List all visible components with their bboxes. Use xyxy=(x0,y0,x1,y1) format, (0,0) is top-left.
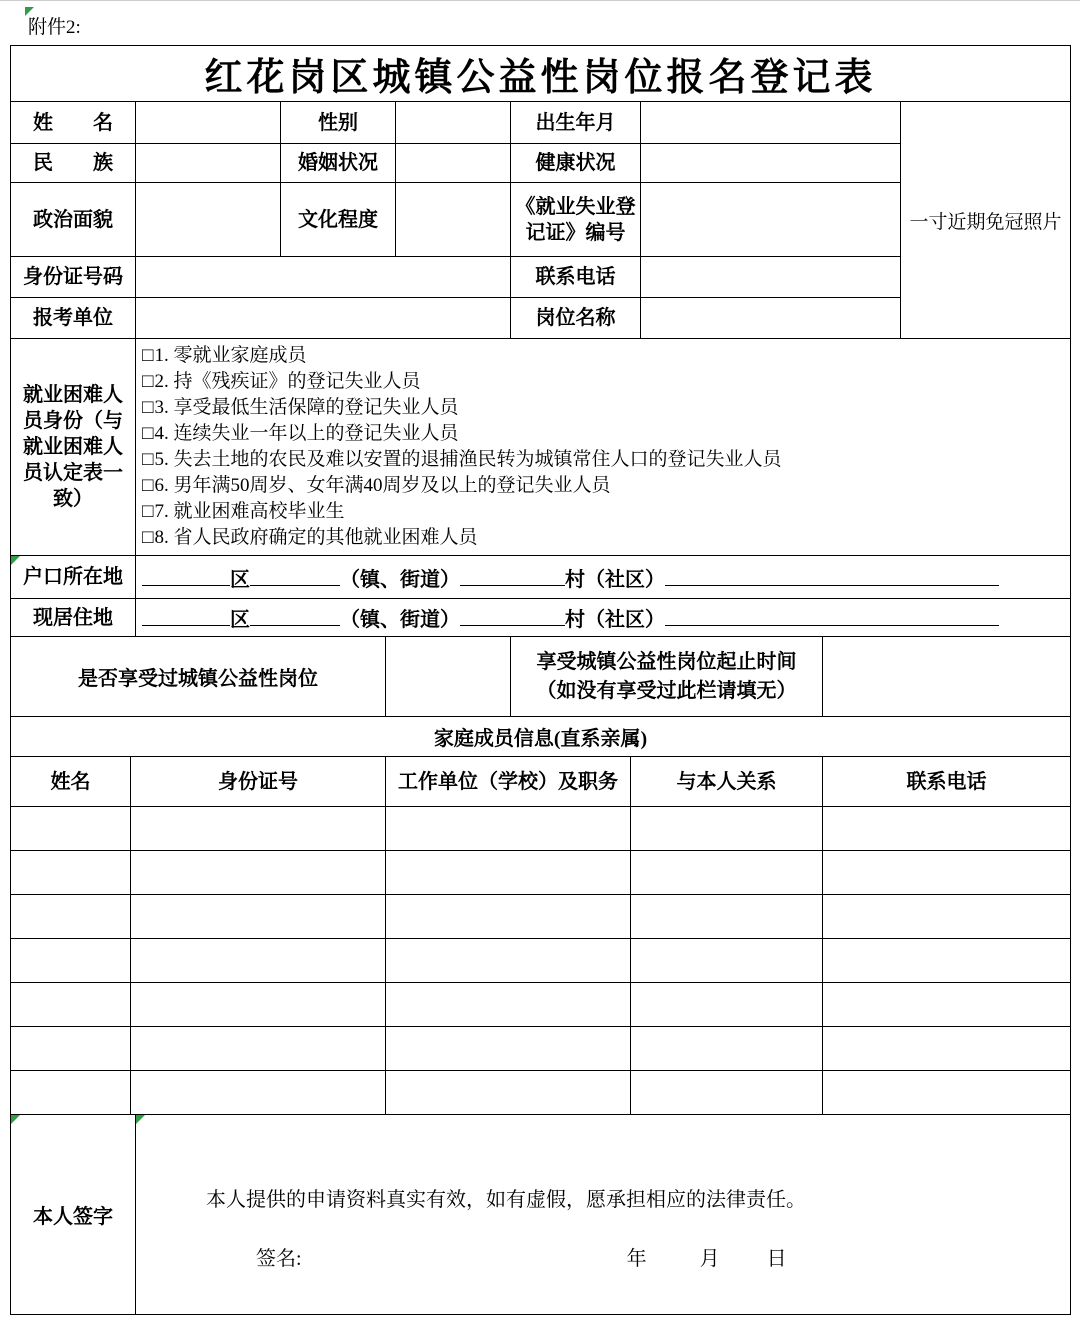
political-status-label: 政治面貌 xyxy=(11,183,136,257)
health-status-label: 健康状况 xyxy=(511,144,641,183)
family-name-cell[interactable] xyxy=(11,807,131,851)
family-relation-cell[interactable] xyxy=(631,807,823,851)
gender-value-cell[interactable] xyxy=(396,102,511,144)
benefit-table xyxy=(10,636,1071,717)
sign-name-label: 签名: xyxy=(256,1248,302,1270)
family-id-cell[interactable] xyxy=(131,1027,386,1071)
family-phone-cell[interactable] xyxy=(823,983,1071,1027)
residence-address-cell xyxy=(136,599,1071,637)
family-section-title: 家庭成员信息(直系亲属) xyxy=(11,717,1071,757)
town-suffix: （镇、街道） xyxy=(340,609,460,631)
family-id-cell[interactable] xyxy=(131,983,386,1027)
family-header-workunit: 工作单位（学校）及职务 xyxy=(386,757,631,807)
family-name-cell[interactable] xyxy=(11,1027,131,1071)
family-phone-cell[interactable] xyxy=(823,851,1071,895)
hukou-label xyxy=(11,556,136,599)
employment-cert-no-value-cell[interactable] xyxy=(641,183,901,257)
hukou-district-blank[interactable] xyxy=(142,566,230,586)
month-label: 月 xyxy=(699,1248,720,1270)
checkbox-icon[interactable]: □ xyxy=(142,345,154,366)
health-status-value-cell[interactable] xyxy=(641,144,901,183)
excel-note-marker xyxy=(136,1115,145,1124)
address-table xyxy=(10,555,1071,637)
family-relation-cell[interactable] xyxy=(631,1071,823,1115)
hukou-town-blank[interactable] xyxy=(250,566,340,586)
family-member-row xyxy=(11,983,1071,1027)
family-name-cell[interactable] xyxy=(11,1071,131,1115)
family-id-cell[interactable] xyxy=(131,851,386,895)
checkbox-icon[interactable]: □ xyxy=(142,397,154,418)
town-suffix: （镇、街道） xyxy=(340,568,460,591)
difficulty-option-label: 8. 省人民政府确定的其他就业困难人员 xyxy=(154,527,478,548)
birth-value-cell[interactable] xyxy=(641,102,901,144)
name-label: 姓 名 xyxy=(11,102,136,144)
position-name-value-cell[interactable] xyxy=(641,298,901,339)
district-suffix: 区 xyxy=(230,609,250,631)
difficulty-option-row xyxy=(142,343,1064,369)
family-member-row xyxy=(11,851,1071,895)
family-id-cell[interactable] xyxy=(131,895,386,939)
phone-label: 联系电话 xyxy=(511,257,641,298)
family-phone-cell[interactable] xyxy=(823,939,1071,983)
checkbox-icon[interactable]: □ xyxy=(142,449,154,470)
family-name-cell[interactable] xyxy=(11,895,131,939)
benefit-period-label xyxy=(511,637,823,717)
family-member-row xyxy=(11,1027,1071,1071)
residence-detail-blank[interactable] xyxy=(665,606,999,626)
signature-table xyxy=(10,1114,1071,1315)
checkbox-icon[interactable]: □ xyxy=(142,527,154,548)
family-phone-cell[interactable] xyxy=(823,1027,1071,1071)
residence-town-blank[interactable] xyxy=(250,606,340,626)
apply-unit-label: 报考单位 xyxy=(11,298,136,339)
family-member-row xyxy=(11,895,1071,939)
ethnicity-label: 民 族 xyxy=(11,144,136,183)
hukou-label-text: 户口所在地 xyxy=(23,566,123,588)
difficulty-option-label: 1. 零就业家庭成员 xyxy=(154,345,307,366)
family-phone-cell[interactable] xyxy=(823,895,1071,939)
difficulty-option-label: 3. 享受最低生活保障的登记失业人员 xyxy=(154,397,459,418)
family-workunit-cell[interactable] xyxy=(386,851,631,895)
family-name-cell[interactable] xyxy=(11,939,131,983)
benefit-period-line1: 享受城镇公益性岗位起止时间 xyxy=(536,650,797,673)
family-header-name: 姓名 xyxy=(11,757,131,807)
photo-placeholder-cell[interactable] xyxy=(901,102,1071,339)
difficulty-option-label: 2. 持《残疾证》的登记失业人员 xyxy=(154,371,421,392)
difficulty-identity-table xyxy=(10,338,1071,556)
family-relation-cell[interactable] xyxy=(631,939,823,983)
difficulty-option-label: 4. 连续失业一年以上的登记失业人员 xyxy=(154,423,459,444)
family-workunit-cell[interactable] xyxy=(386,1071,631,1115)
family-members-table xyxy=(10,756,1071,1115)
family-member-row xyxy=(11,939,1071,983)
benefit-period-value-cell[interactable] xyxy=(823,637,1071,717)
employment-cert-no-label: 《就业失业登记证》编号 xyxy=(511,183,641,257)
family-header-phone: 联系电话 xyxy=(823,757,1071,807)
year-label: 年 xyxy=(626,1248,647,1270)
residence-village-blank[interactable] xyxy=(460,606,565,626)
family-workunit-cell[interactable] xyxy=(386,1027,631,1071)
difficulty-option-row xyxy=(142,525,1064,551)
difficulty-option-row xyxy=(142,473,1064,499)
education-level-value-cell[interactable] xyxy=(396,183,511,257)
hukou-address-cell xyxy=(136,556,1071,599)
checkbox-icon[interactable]: □ xyxy=(142,371,154,392)
personal-info-table xyxy=(10,101,1071,339)
difficulty-option-row xyxy=(142,499,1064,525)
residence-district-blank[interactable] xyxy=(142,606,230,626)
gender-label: 性别 xyxy=(281,102,396,144)
family-name-cell[interactable] xyxy=(11,983,131,1027)
family-id-cell[interactable] xyxy=(131,1071,386,1115)
signature-label: 本人签字 xyxy=(33,1206,113,1228)
family-workunit-cell[interactable] xyxy=(386,895,631,939)
difficulty-option-label: 5. 失去土地的农民及难以安置的退捕渔民转为城镇常住人口的登记失业人员 xyxy=(154,449,782,470)
form-title: 红花岗区城镇公益性岗位报名登记表 xyxy=(11,46,1071,102)
family-header-relation: 与本人关系 xyxy=(631,757,823,807)
family-workunit-cell[interactable] xyxy=(386,983,631,1027)
family-member-row xyxy=(11,807,1071,851)
family-relation-cell[interactable] xyxy=(631,851,823,895)
checkbox-icon[interactable]: □ xyxy=(142,501,154,522)
difficulty-option-row xyxy=(142,447,1064,473)
attachment-row xyxy=(10,5,1070,45)
signature-content-cell[interactable] xyxy=(136,1115,1071,1315)
family-phone-cell[interactable] xyxy=(823,1071,1071,1115)
family-name-cell[interactable] xyxy=(11,851,131,895)
family-id-cell[interactable] xyxy=(131,939,386,983)
excel-note-marker xyxy=(25,7,34,16)
title-table xyxy=(10,45,1071,102)
position-name-label: 岗位名称 xyxy=(511,298,641,339)
district-suffix: 区 xyxy=(230,568,250,591)
family-header-id: 身份证号 xyxy=(131,757,386,807)
id-number-label: 身份证号码 xyxy=(11,257,136,298)
excel-note-marker xyxy=(11,1115,20,1124)
hukou-village-blank[interactable] xyxy=(460,566,565,586)
difficulty-option-label: 7. 就业困难高校毕业生 xyxy=(154,501,345,522)
difficulty-identity-label: 就业困难人员身份（与就业困难人员认定表一致） xyxy=(11,339,136,556)
marital-status-value-cell[interactable] xyxy=(396,144,511,183)
sign-date-row xyxy=(256,1242,1050,1271)
checkbox-icon[interactable]: □ xyxy=(142,423,154,444)
political-status-value-cell[interactable] xyxy=(136,183,281,257)
hukou-detail-blank[interactable] xyxy=(665,566,999,586)
birth-label: 出生年月 xyxy=(511,102,641,144)
day-label: 日 xyxy=(766,1248,787,1270)
residence-label-text: 现居住地 xyxy=(33,606,113,629)
family-phone-cell[interactable] xyxy=(823,807,1071,851)
apply-unit-value-cell[interactable] xyxy=(136,298,511,339)
family-relation-cell[interactable] xyxy=(631,1027,823,1071)
family-relation-cell[interactable] xyxy=(631,983,823,1027)
ethnicity-value-cell[interactable] xyxy=(136,144,281,183)
marital-status-label: 婚姻状况 xyxy=(281,144,396,183)
benefit-answer-cell[interactable] xyxy=(386,637,511,717)
checkbox-icon[interactable]: □ xyxy=(142,475,154,496)
benefit-question-label: 是否享受过城镇公益性岗位 xyxy=(11,637,386,717)
family-member-row xyxy=(11,1071,1071,1115)
residence-label xyxy=(11,599,136,637)
family-workunit-cell[interactable] xyxy=(386,939,631,983)
difficulty-option-label: 6. 男年满50周岁、女年满40周岁及以上的登记失业人员 xyxy=(154,475,611,496)
difficulty-option-row xyxy=(142,421,1064,447)
attachment-label: 附件2: xyxy=(28,16,81,38)
difficulty-options-cell xyxy=(136,339,1071,556)
benefit-period-line2: （如没有享受过此栏请填无） xyxy=(536,679,797,702)
signature-label-cell xyxy=(11,1115,136,1315)
family-relation-cell[interactable] xyxy=(631,895,823,939)
family-id-cell[interactable] xyxy=(131,807,386,851)
excel-note-marker xyxy=(11,556,20,565)
id-number-value-cell[interactable] xyxy=(136,257,511,298)
difficulty-option-row xyxy=(142,369,1064,395)
village-suffix: 村（社区） xyxy=(565,568,665,591)
declaration-text: 本人提供的申请资料真实有效，如有虚假，愿承担相应的法律责任。 xyxy=(206,1189,806,1211)
education-level-label: 文化程度 xyxy=(281,183,396,257)
name-value-cell[interactable] xyxy=(136,102,281,144)
difficulty-option-row xyxy=(142,395,1064,421)
phone-value-cell[interactable] xyxy=(641,257,901,298)
village-suffix: 村（社区） xyxy=(565,609,665,631)
family-section-title-table xyxy=(10,716,1071,757)
family-workunit-cell[interactable] xyxy=(386,807,631,851)
photo-label: 一寸近期免冠照片 xyxy=(909,211,1062,233)
